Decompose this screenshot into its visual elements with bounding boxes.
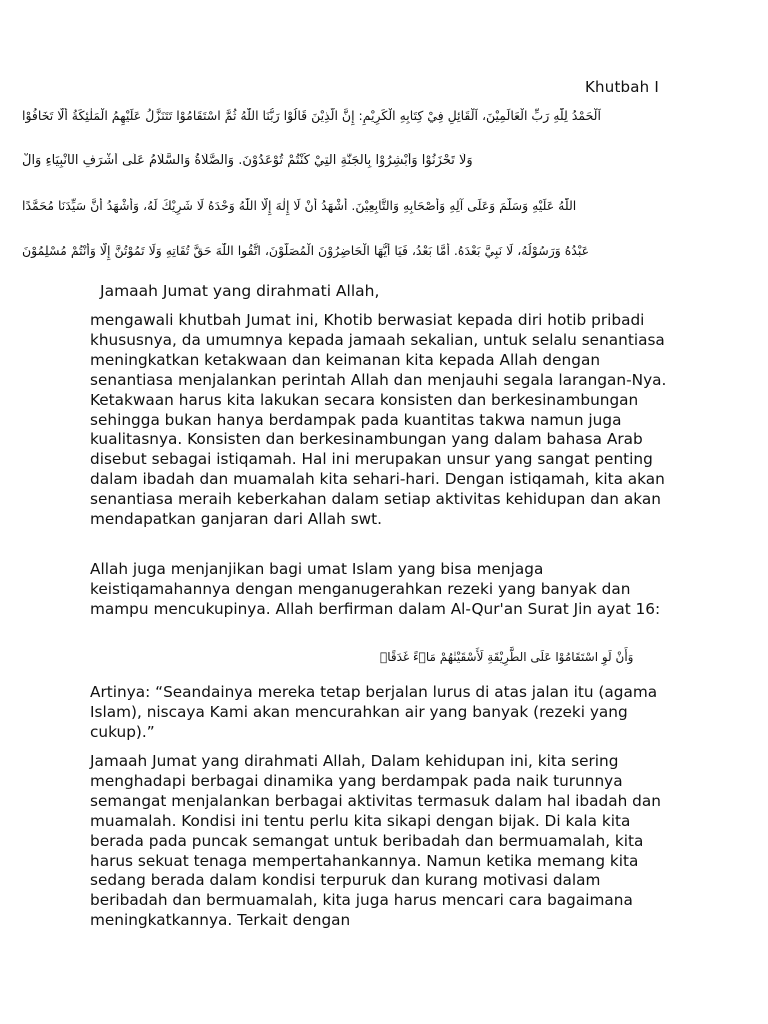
khutbah-heading: Khutbah I (585, 78, 659, 96)
greeting-line: Jamaah Jumat yang dirahmati Allah, (100, 282, 380, 300)
paragraph-opening-wasiat: mengawali khutbah Jumat ini, Khotib berwasiat kepada diri hotib pribadi khususnya, da umumnya kepada jamaah sekalian, untuk selalu senantiasa meningkatkan ketakwaan dan keimanan kita kepada Allah dengan senantiasa menjalankan perintah Allah dan menjauhi segala larangan-Nya. Ketakwaan harus kita lakukan secara konsisten dan berkesinambungan sehingga bukan hanya berdampak pada kuantitas takwa namun juga kualitasnya. Konsisten dan berkesinambungan yang dalam bahasa Arab disebut sebagai istiqamah. Hal ini merupakan unsur yang sangat penting dalam ibadah dan muamalah kita sehari-hari. Dengan istiqamah, kita akan senantiasa meraih keberkahan dalam setiap aktivitas kehidupan dan akan mendapatkan ganjaran dari Allah swt. (90, 311, 667, 529)
paragraph-verse-translation: Artinya: “Seandainya mereka tetap berjalan lurus di atas jalan itu (agama Islam), niscaya Kami akan mencurahkan air yang banyak (rezeki yang cukup).” (90, 683, 658, 741)
paragraph-allah-promise: Allah juga menjanjikan bagi umat Islam yang bisa menjaga keistiqamahannya dengan menganugerahkan rezeki yang banyak dan mampu mencukupinya. Allah berfirman dalam Al-Qur'an Surat Jin ayat 16: (90, 560, 661, 618)
arabic-line-4: عَبْدُهُ وَرَسُوْلُهُ، لَا نَبِيَّ بَعْدَهُ. أَمَّا بَعْدُ، فَيَا أَيُّهَا الْحَاضِرُوْنَ الْمُصَلُّوْنَ، اتَّقُوا اللّٰهَ حَقَّ تُقَاتِهِ وَلَا تَمُوْتُنَّ إِلَّا وَأَنْتُمْ مُسْلِمُوْنَ (22, 243, 590, 258)
paragraph-dynamics-of-life: Jamaah Jumat yang dirahmati Allah, Dalam kehidupan ini, kita sering menghadapi berbagai dinamika yang berdampak pada naik turunnya semangat menjalankan berbagai aktivitas termasuk dalam hal ibadah dan muamalah. Kondisi ini tentu perlu kita sikapi dengan bijak. Di kala kita berada pada puncak semangat untuk beribadah dan bermuamalah, kita harus sekuat tenaga mempertahankannya. Namun ketika memang kita sedang berada dalam kondisi terpuruk dan kurang motivasi dalam beribadah dan bermuamalah, kita juga harus mencari cara bagaimana meningkatkannya. Terkait dengan (90, 752, 661, 930)
arabic-line-2: وَلَا تَحْزَنُوْا وَأَبْشِرُوْا بِالْجَنَّةِ الَّتِيْ كُنْتُمْ تُوْعَدُوْنَ. وَالصَّلَاةُ وَالسَّلَامُ عَلَى أَشْرَفِ الْأَنْبِيَاءِ وَالْ (22, 153, 473, 168)
quran-verse-jin-16: وَأَنْ لَوِ اسْتَقَامُوْا عَلَى الطَّرِيْقَةِ لَأَسْقَيْنٰهُمْ مَاۤءً غَدَقًاۙ (380, 650, 634, 664)
arabic-line-3: اللّٰهُ عَلَيْهِ وَسَلَّمَ وَعَلَى آلِهِ وَأَصْحَابِهِ وَالتَّابِعِيْنَ. أَشْهَدُ أَنْ لَا إِلٰهَ إِلَّا اللّٰهُ وَحْدَهُ لَا شَرِيْكَ لَهُ، وَأَشْهَدُ أَنَّ سَيِّدَنَا مُحَمَّدًا (22, 198, 577, 213)
arabic-line-1: اَلْحَمْدُ لِلّٰهِ رَبِّ الْعَالَمِيْنَ، اَلْقَائِلِ فِيْ كِتَابِهِ الْكَرِيْمِ: إِنَّ الَّذِيْنَ قَالُوْا رَبُّنَا اللّٰهُ ثُمَّ اسْتَقَامُوْا تَتَنَزَّلُ عَلَيْهِمُ الْمَلٰئِكَةُ أَلَّا تَخَافُوْا (22, 108, 601, 123)
arabic-opening-prayer (22, 108, 712, 288)
